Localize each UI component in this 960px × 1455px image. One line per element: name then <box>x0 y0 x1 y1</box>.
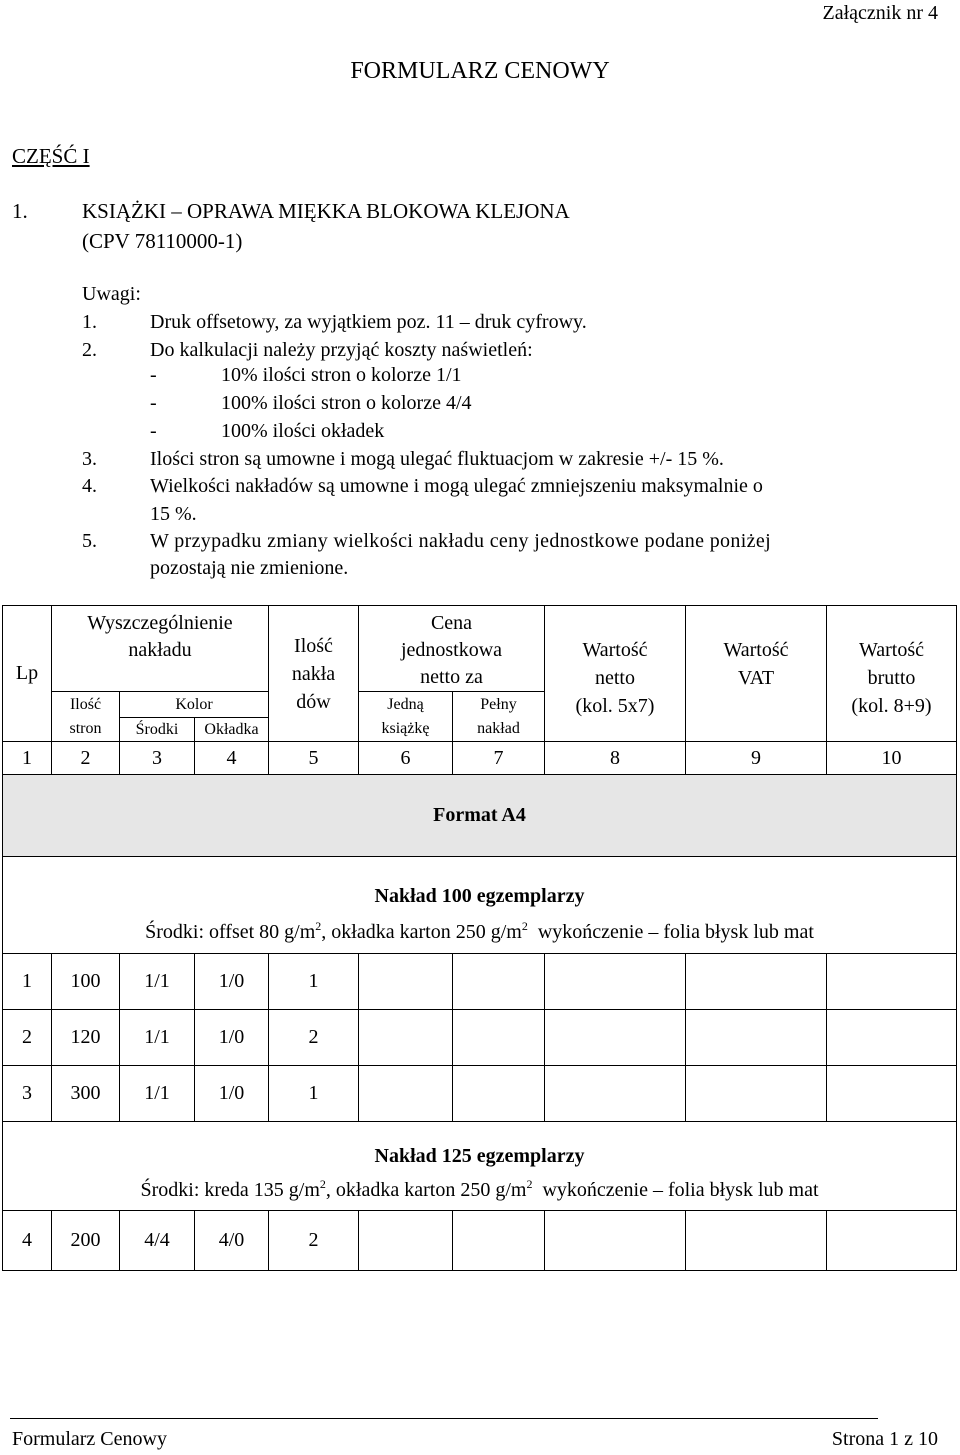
document-title: FORMULARZ CENOWY <box>350 58 610 84</box>
header-unit-price-line: netto za <box>420 666 483 688</box>
column-number: 7 <box>453 742 545 775</box>
column-number: 1 <box>3 742 52 775</box>
note-bullet: - <box>150 392 157 414</box>
table-row <box>3 954 957 1010</box>
note-number: 5. <box>82 530 97 552</box>
table-row <box>3 1010 957 1066</box>
row-inner-color: 1/1 <box>120 1066 195 1122</box>
note-bullet: - <box>150 420 157 442</box>
header-gross-line: (kol. 8+9) <box>851 694 932 717</box>
header-per-run <box>453 692 545 742</box>
header-gross-line: Wartość <box>858 638 925 661</box>
group-header <box>3 857 957 954</box>
row-gross[interactable] <box>827 1066 957 1122</box>
header-quantity-line: Ilość <box>294 634 333 657</box>
group-title: Nakład 125 egzemplarzy <box>374 1145 585 1167</box>
header-per-run-line: nakład <box>477 719 520 737</box>
header-vat-value <box>686 606 827 742</box>
notes-label: Uwagi: <box>82 283 141 305</box>
header-net-line: (kol. 5x7) <box>575 694 655 717</box>
column-number: 5 <box>269 742 359 775</box>
group-desc-part: wykończenie – folia błysk lub mat <box>527 921 814 943</box>
footer-title: Formularz Cenowy <box>12 1428 167 1450</box>
header-quantity-line: dów <box>296 690 331 713</box>
header-cover: Okładka <box>195 718 269 742</box>
header-unit-price <box>359 606 545 692</box>
table-row <box>3 1211 957 1271</box>
row-gross[interactable] <box>827 1211 957 1271</box>
row-net[interactable] <box>545 1211 686 1271</box>
header-net-value <box>545 606 686 742</box>
row-lp: 2 <box>3 1010 52 1066</box>
row-net[interactable] <box>545 1066 686 1122</box>
column-number: 6 <box>359 742 453 775</box>
header-quantity <box>269 606 359 742</box>
note-text: 100% ilości okładek <box>221 420 385 442</box>
row-cover-color: 1/0 <box>195 1010 269 1066</box>
header-vat-line: Wartość <box>723 639 789 661</box>
header-vat-line: VAT <box>737 667 775 689</box>
row-lp: 4 <box>3 1211 52 1271</box>
group-desc-part: Środki: offset 80 g/m <box>145 921 316 943</box>
header-unit-price-line: Cena <box>430 612 473 634</box>
note-number: 3. <box>82 448 97 470</box>
part-heading: CZĘŚĆ I <box>12 144 90 168</box>
note-text: pozostają nie zmienione. <box>150 557 349 579</box>
row-pages: 120 <box>52 1010 120 1066</box>
row-gross[interactable] <box>827 1010 957 1066</box>
note-text: Wielkości nakładów są umowne i mogą ulegać zmniejszeniu maksymalnie o <box>150 475 763 497</box>
group-desc-sup: 2 <box>315 919 322 933</box>
note-number: 2. <box>82 339 97 361</box>
header-per-run-line: Pełny <box>480 695 517 713</box>
row-vat[interactable] <box>686 1010 827 1066</box>
header-net-line: Wartość <box>582 638 648 661</box>
header-gross-line: brutto <box>867 666 916 689</box>
group-header <box>3 1122 957 1211</box>
section-number: 1. <box>12 199 28 223</box>
page-number: Strona 1 z 10 <box>831 1428 938 1450</box>
row-cover-color: 1/0 <box>195 1066 269 1122</box>
row-gross[interactable] <box>827 954 957 1010</box>
group-title: Nakład 100 egzemplarzy <box>374 885 585 907</box>
header-inner: Środki <box>120 718 195 742</box>
table-row <box>3 1066 957 1122</box>
column-number: 4 <box>195 742 269 775</box>
header-lp: Lp <box>3 606 52 742</box>
row-net[interactable] <box>545 954 686 1010</box>
group-desc-part: , okładka karton 250 g/m <box>325 1179 527 1201</box>
header-quantity-line: nakła <box>291 662 336 685</box>
header-per-book <box>359 692 453 742</box>
footer-divider <box>10 1418 878 1419</box>
header-per-book-line: książkę <box>381 719 430 737</box>
row-vat[interactable] <box>686 1211 827 1271</box>
section-cpv: (CPV 78110000-1) <box>82 229 243 253</box>
column-number: 10 <box>827 742 957 775</box>
row-cover-color: 4/0 <box>195 1211 269 1271</box>
group-description <box>3 1170 956 1204</box>
note-number: 4. <box>82 475 97 497</box>
row-quantity: 1 <box>269 954 359 1010</box>
row-inner-color: 1/1 <box>120 954 195 1010</box>
row-pages: 100 <box>52 954 120 1010</box>
row-quantity: 2 <box>269 1211 359 1271</box>
header-color: Kolor <box>120 692 269 718</box>
header-spec <box>52 606 269 692</box>
note-text: Do kalkulacji należy przyjąć koszty naświetleń: <box>150 339 533 361</box>
row-inner-color: 4/4 <box>120 1211 195 1271</box>
row-lp: 1 <box>3 954 52 1010</box>
row-pages: 200 <box>52 1211 120 1271</box>
header-spec-line: Wyszczególnienie <box>87 612 233 634</box>
note-text: Ilości stron są umowne i mogą ulegać fluktuacjom w zakresie +/- 15 %. <box>150 448 724 470</box>
header-spec-line: nakładu <box>128 639 192 661</box>
row-net[interactable] <box>545 1010 686 1066</box>
group-desc-sup: 2 <box>319 1177 326 1191</box>
column-number: 8 <box>545 742 686 775</box>
note-text: 15 %. <box>150 503 197 525</box>
row-price-run[interactable] <box>453 1066 545 1122</box>
header-gross-value <box>827 606 957 742</box>
section-title: KSIĄŻKI – OPRAWA MIĘKKA BLOKOWA KLEJONA <box>82 199 570 223</box>
row-price-run[interactable] <box>453 954 545 1010</box>
row-price-run[interactable] <box>453 1010 545 1066</box>
price-table <box>2 605 957 1271</box>
row-price-run[interactable] <box>453 1211 545 1271</box>
header-unit-price-line: jednostkowa <box>400 639 503 661</box>
row-vat[interactable] <box>686 1066 827 1122</box>
note-text: 10% ilości stron o kolorze 1/1 <box>221 364 462 386</box>
header-pages-line: stron <box>69 719 102 737</box>
row-pages: 300 <box>52 1066 120 1122</box>
group-desc-part: wykończenie – folia błysk lub mat <box>532 1179 819 1201</box>
note-text: 100% ilości stron o kolorze 4/4 <box>221 392 472 414</box>
row-price-book[interactable] <box>359 1211 453 1271</box>
header-pages-line: Ilość <box>69 695 102 713</box>
column-number: 2 <box>52 742 120 775</box>
row-cover-color: 1/0 <box>195 954 269 1010</box>
row-vat[interactable] <box>686 954 827 1010</box>
header-per-book-line: Jedną <box>387 695 424 713</box>
row-quantity: 2 <box>269 1010 359 1066</box>
group-description <box>3 911 956 947</box>
note-number: 1. <box>82 311 97 333</box>
row-price-book[interactable] <box>359 954 453 1010</box>
format-row: Format A4 <box>3 775 957 857</box>
row-lp: 3 <box>3 1066 52 1122</box>
row-price-book[interactable] <box>359 1066 453 1122</box>
note-text: Druk offsetowy, za wyjątkiem poz. 11 – druk cyfrowy. <box>150 311 587 333</box>
note-bullet: - <box>150 364 157 386</box>
row-inner-color: 1/1 <box>120 1010 195 1066</box>
row-quantity: 1 <box>269 1066 359 1122</box>
row-price-book[interactable] <box>359 1010 453 1066</box>
group-desc-part: , okładka karton 250 g/m <box>321 921 522 943</box>
column-number: 3 <box>120 742 195 775</box>
group-desc-sup: 2 <box>526 1177 533 1191</box>
column-number: 9 <box>686 742 827 775</box>
group-desc-sup: 2 <box>521 919 528 933</box>
header-net-line: netto <box>595 666 635 689</box>
header-pages <box>52 692 120 742</box>
group-desc-part: Środki: kreda 135 g/m <box>140 1179 320 1201</box>
attachment-label: Załącznik nr 4 <box>822 2 938 24</box>
note-text: W przypadku zmiany wielkości nakładu ceny jednostkowe podane poniżej <box>150 530 772 552</box>
